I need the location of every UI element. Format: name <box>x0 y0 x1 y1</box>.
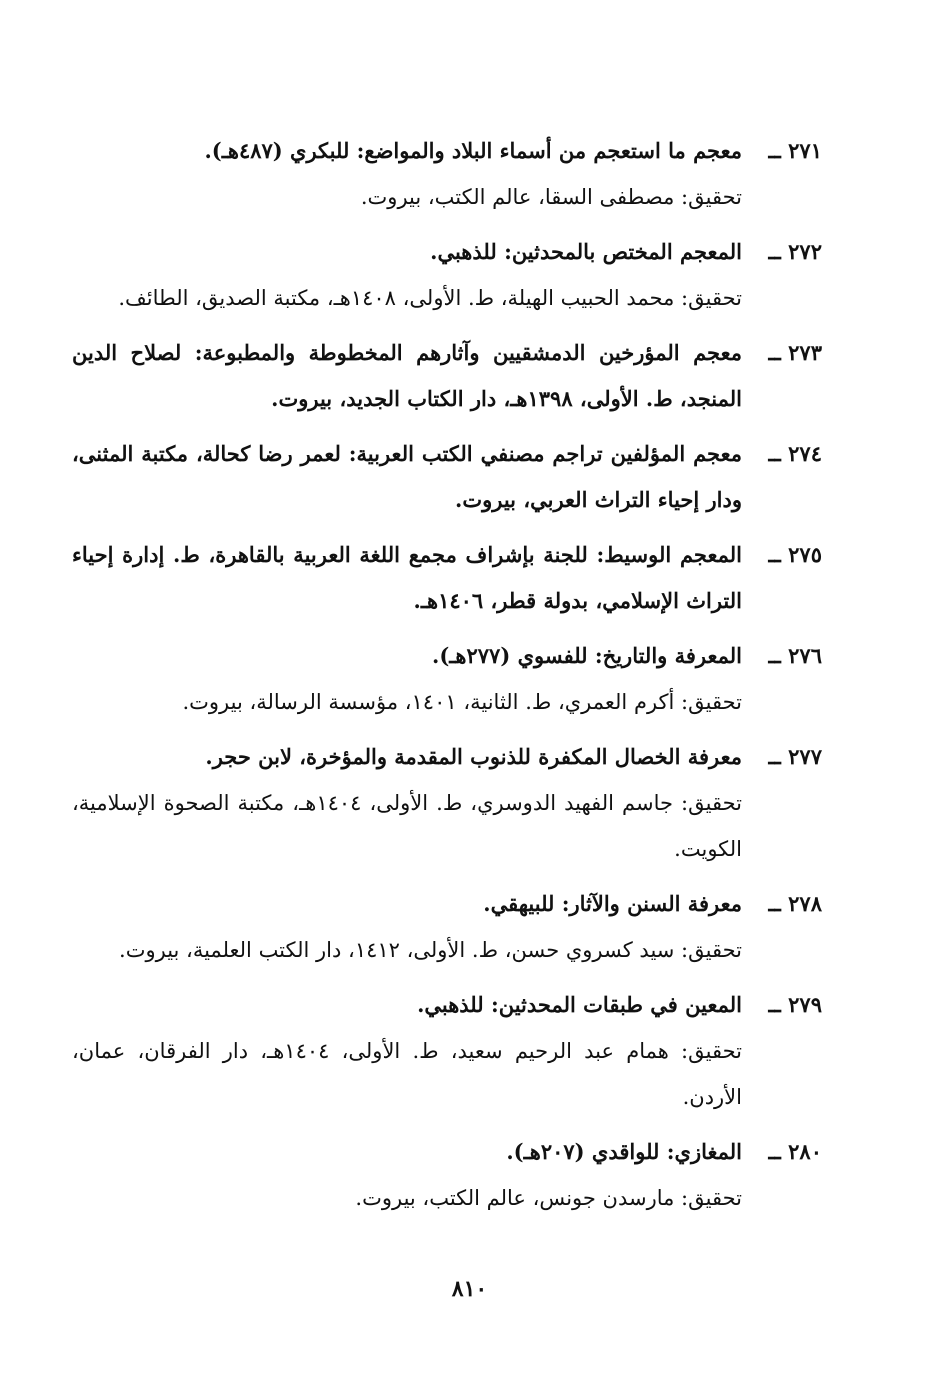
bibliography-entry <box>72 330 822 422</box>
entry-title: المغازي: للواقدي (٢٠٧هـ). <box>506 1139 742 1164</box>
entry-title: معجم المؤلفين تراجم مصنفي الكتب العربية: لعمر رضا كحالة، مكتبة المثنى، ودار إحياء التراث العربي، بيروت. <box>72 441 742 512</box>
entry-title: المعجم المختص بالمحدثين: للذهبي. <box>430 239 742 264</box>
entry-details: تحقيق: محمد الحبيب الهيلة، ط. الأولى، ١٤٠٨هـ، مكتبة الصديق، الطائف. <box>118 286 742 310</box>
entry-body <box>72 633 742 725</box>
bibliography-entry <box>72 1129 822 1221</box>
entry-number: ٢٧١ ــ <box>768 138 822 163</box>
entry-title: المعرفة والتاريخ: للفسوي (٢٧٧هـ). <box>432 643 742 668</box>
entry-title: معجم المؤرخين الدمشقيين وآثارهم المخطوطة والمطبوعة: لصلاح الدين المنجد، ط. الأولى، ١٣٩٨هـ، دار الكتاب الجديد، بيروت. <box>72 340 742 411</box>
entry-details: تحقيق: سيد كسروي حسن، ط. الأولى، ١٤١٢، دار الكتب العلمية، بيروت. <box>119 938 742 962</box>
bibliography-entry <box>72 734 822 872</box>
entry-details: تحقيق: مارسدن جونس، عالم الكتب، بيروت. <box>355 1186 742 1210</box>
entry-details: تحقيق: جاسم الفهيد الدوسري، ط. الأولى، ١٤٠٤هـ، مكتبة الصحوة الإسلامية، الكويت. <box>72 791 742 861</box>
bibliography-entry <box>72 982 822 1120</box>
entry-number: ٢٧٦ ــ <box>768 643 822 668</box>
entry-body <box>72 229 742 321</box>
entry-number: ٢٧٥ ــ <box>768 542 822 567</box>
entry-number: ٢٧٨ ــ <box>768 891 822 916</box>
entry-body <box>72 734 742 872</box>
entry-number: ٢٨٠ ــ <box>768 1139 822 1164</box>
entry-body <box>72 431 742 523</box>
entry-body <box>72 128 742 220</box>
entry-number: ٢٧٣ ــ <box>768 340 822 365</box>
entry-body <box>72 881 742 973</box>
entry-title: المعجم الوسيط: للجنة بإشراف مجمع اللغة العربية بالقاهرة، ط. إدارة إحياء التراث الإسلامي، بدولة قطر، ١٤٠٦هـ. <box>72 542 742 613</box>
bibliography-entry <box>72 633 822 725</box>
entry-details: تحقيق: أكرم العمري، ط. الثانية، ١٤٠١، مؤسسة الرسالة، بيروت. <box>182 690 742 714</box>
entry-details: تحقيق: همام عبد الرحيم سعيد، ط. الأولى، ١٤٠٤هـ، دار الفرقان، عمان، الأردن. <box>72 1039 742 1109</box>
entry-number: ٢٧٩ ــ <box>768 992 822 1017</box>
bibliography-entry <box>72 128 822 220</box>
bibliography-entry <box>72 881 822 973</box>
bibliography-entry <box>72 532 822 624</box>
entry-body <box>72 982 742 1120</box>
entry-number: ٢٧٢ ــ <box>768 239 822 264</box>
entry-title: المعين في طبقات المحدثين: للذهبي. <box>417 992 742 1017</box>
entry-number: ٢٧٧ ــ <box>768 744 822 769</box>
entry-body <box>72 1129 742 1221</box>
entry-title: معجم ما استعجم من أسماء البلاد والمواضع: للبكري (٤٨٧هـ). <box>204 138 742 163</box>
entry-title: معرفة الخصال المكفرة للذنوب المقدمة والمؤخرة، لابن حجر. <box>205 744 742 769</box>
bibliography-entry <box>72 431 822 523</box>
entry-number: ٢٧٤ ــ <box>768 441 822 466</box>
entry-title: معرفة السنن والآثار: للبيهقي. <box>483 891 742 916</box>
page-number: ٨١٠ <box>451 1276 488 1302</box>
entry-body <box>72 532 742 624</box>
bibliography-list <box>72 128 822 1230</box>
bibliography-entry <box>72 229 822 321</box>
entry-details: تحقيق: مصطفى السقا، عالم الكتب، بيروت. <box>360 185 742 209</box>
entry-body <box>72 330 742 422</box>
